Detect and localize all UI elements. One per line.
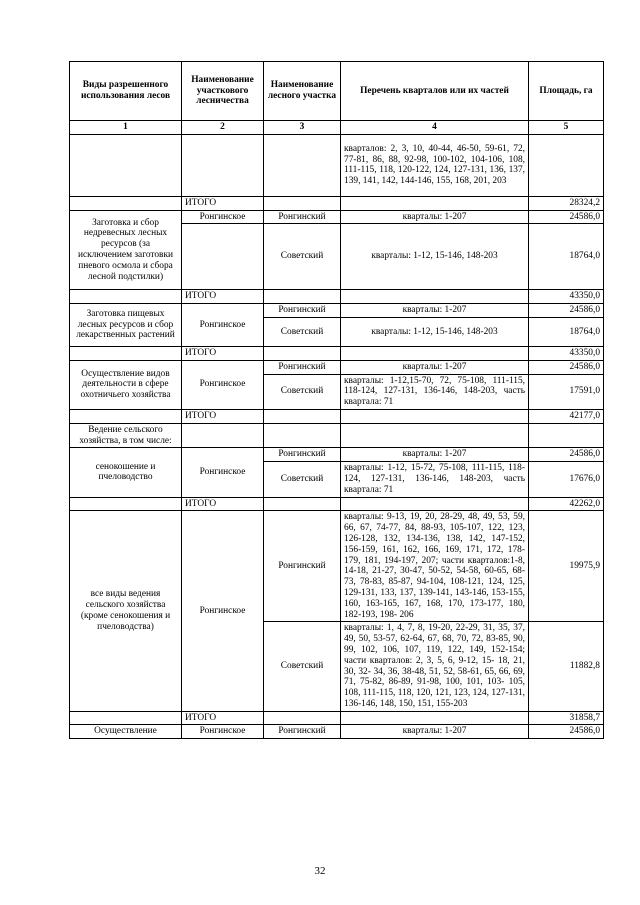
forest-plot-cell xyxy=(264,196,341,210)
forest-plot-cell: Ронгинский xyxy=(264,725,341,739)
quarters-cell xyxy=(341,497,529,511)
quarters-cell: кварталы: 1-207 xyxy=(341,304,529,318)
usage-type-cell xyxy=(70,346,182,360)
total-row xyxy=(70,346,604,360)
usage-type-cell xyxy=(70,711,182,725)
total-row xyxy=(70,290,604,304)
forest-plot-cell xyxy=(264,346,341,360)
table-row xyxy=(70,448,604,462)
total-area: 31858,7 xyxy=(529,711,604,725)
quarters-cell: кварталы: 1-12, 15-146, 148-203 xyxy=(341,317,529,346)
area-cell xyxy=(529,423,604,448)
table-row xyxy=(70,360,604,374)
quarters-cell xyxy=(341,423,529,448)
table-row xyxy=(70,210,604,224)
forest-plot-cell: Советский xyxy=(264,374,341,409)
usage-type-cell xyxy=(70,409,182,423)
quarters-cell: кварталы: 1-207 xyxy=(341,210,529,224)
quarters-cell: кварталы: 1-207 xyxy=(341,448,529,462)
area-cell: 18764,0 xyxy=(529,224,604,290)
forest-plot-cell xyxy=(264,290,341,304)
forest-plot-cell: Ронгинский xyxy=(264,210,341,224)
column-number: 4 xyxy=(341,121,529,135)
total-label: ИТОГО xyxy=(182,346,264,360)
forestry-cell: Ронгинское xyxy=(182,725,264,739)
forestry-cell xyxy=(182,134,264,196)
column-number: 3 xyxy=(264,121,341,135)
total-area: 28324,2 xyxy=(529,196,604,210)
quarters-cell: кварталы: 1-12,15-70, 72, 75-108, 111-115, 118-124, 127-131, 136-146, 148-203, часть квартала: 71 xyxy=(341,374,529,409)
forest-plot-cell: Советский xyxy=(264,462,341,497)
header-row xyxy=(70,62,604,121)
forest-plot-cell: Ронгинский xyxy=(264,511,341,622)
area-cell: 24586,0 xyxy=(529,210,604,224)
total-label: ИТОГО xyxy=(182,497,264,511)
total-row xyxy=(70,196,604,210)
total-label: ИТОГО xyxy=(182,409,264,423)
area-cell: 24586,0 xyxy=(529,360,604,374)
area-cell: 24586,0 xyxy=(529,448,604,462)
forest-plot-cell: Советский xyxy=(264,224,341,290)
area-cell: 17676,0 xyxy=(529,462,604,497)
total-label: ИТОГО xyxy=(182,711,264,725)
usage-type-cell: Ведение сельского хозяйства, в том числе: xyxy=(70,423,182,448)
area-cell: 11882,8 xyxy=(529,622,604,711)
total-area: 43350,0 xyxy=(529,290,604,304)
quarters-cell: кварталы: 1-207 xyxy=(341,725,529,739)
table-row xyxy=(70,511,604,622)
forestry-cell xyxy=(182,423,264,448)
quarters-cell xyxy=(341,290,529,304)
usage-type-cell: Заготовка пищевых лесных ресурсов и сбор лекарственных растений xyxy=(70,304,182,347)
usage-type-cell: сенокошение и пчеловодство xyxy=(70,448,182,497)
forest-plot-cell xyxy=(264,134,341,196)
quarters-cell xyxy=(341,346,529,360)
forest-plot-cell xyxy=(264,497,341,511)
forest-plot-cell xyxy=(264,409,341,423)
forestry-cell: Ронгинское xyxy=(182,360,264,409)
total-area: 43350,0 xyxy=(529,346,604,360)
quarters-cell: кварталы: 1-12, 15-146, 148-203 xyxy=(341,224,529,290)
usage-type-cell xyxy=(70,290,182,304)
quarters-cell xyxy=(341,711,529,725)
total-label: ИТОГО xyxy=(182,290,264,304)
area-cell: 24586,0 xyxy=(529,725,604,739)
column-number: 2 xyxy=(182,121,264,135)
area-cell: 18764,0 xyxy=(529,317,604,346)
forest-plot-cell: Ронгинский xyxy=(264,448,341,462)
usage-type-cell: Осуществление видов деятельности в сфере охотничьего хозяйства xyxy=(70,360,182,409)
header-forest-plot: Наименование лесного участка xyxy=(264,62,341,121)
forestry-cell: Ронгинское xyxy=(182,448,264,497)
table-row xyxy=(70,423,604,448)
total-area: 42177,0 xyxy=(529,409,604,423)
forestry-cell: Ронгинское xyxy=(182,511,264,711)
forest-plot-cell: Советский xyxy=(264,622,341,711)
header-forestry: Наименование участкового лесничества xyxy=(182,62,264,121)
total-row xyxy=(70,497,604,511)
quarters-cell: кварталов: 2, 3, 10, 40-44, 46-50, 59-61, 72, 77-81, 86, 88, 92-98, 100-102, 104-106, 108, 111-115, 118, 120-122, 124, 127-131, 136, 137, 139, 141, 142, 144-146, 155, 168, 201, 203 xyxy=(341,134,529,196)
quarters-cell xyxy=(341,196,529,210)
column-number-row xyxy=(70,121,604,135)
total-row xyxy=(70,409,604,423)
header-quarters: Перечень кварталов или их частей xyxy=(341,62,529,121)
forestry-cell xyxy=(182,224,264,290)
usage-type-cell xyxy=(70,196,182,210)
forest-plot-cell xyxy=(264,423,341,448)
usage-type-cell xyxy=(70,497,182,511)
quarters-cell: кварталы: 9-13, 19, 20, 28-29, 48, 49, 53, 59, 66, 67, 74-77, 84, 88-93, 105-107, 122, 123, 126-128, 132, 134-136, 138, 142, 147-152, 156-159, 161, 162, 166, 169, 171, 172, 178-179, 181, 194-197, 207; части кварталов:1-8, 14-18, 21-27, 30-47, 50-52, 54-58, 60-65, 68-73, 78-83, 85-87, 94-104, 108-121, 124, 125, 129-131, 133, 137, 139-141, 143-146, 153-155, 160, 163-165, 167, 168, 170, 173-177, 180, 182-193, 198- 206 xyxy=(341,511,529,622)
usage-type-cell: Осуществление xyxy=(70,725,182,739)
quarters-cell: кварталы: 1, 4, 7, 8, 19-20, 22-29, 31, 35, 37, 49, 50, 53-57, 62-64, 67, 68, 70, 72, 83-85, 90, 99, 102, 106, 107, 119, 122, 149, 152-154; части кварталов: 2, 3, 5, 6, 9-12, 15- 18, 21, 30, 32- 34, 36, 38-48, 51, 52, 58-61, 65, 66, 69, 71, 75-82, 86-89, 91-98, 100, 101, 103- 105, 108, 111-115, 118, 120, 121, 123, 124, 127-131, 136-146, 148, 150, 151, 155-203 xyxy=(341,622,529,711)
total-area: 42262,0 xyxy=(529,497,604,511)
header-usage-type: Виды разрешенного использования лесов xyxy=(70,62,182,121)
column-number: 1 xyxy=(70,121,182,135)
usage-type-cell: все виды ведения сельского хозяйства (кроме сенокошения и пчеловодства) xyxy=(70,511,182,711)
forest-plot-cell: Ронгинский xyxy=(264,304,341,318)
forest-plot-cell: Ронгинский xyxy=(264,360,341,374)
table-row xyxy=(70,134,604,196)
table-row xyxy=(70,725,604,739)
forest-plot-cell xyxy=(264,711,341,725)
forestry-cell: Ронгинское xyxy=(182,210,264,224)
total-label: ИТОГО xyxy=(182,196,264,210)
area-cell: 17591,0 xyxy=(529,374,604,409)
area-cell xyxy=(529,134,604,196)
usage-type-cell: Заготовка и сбор недревесных лесных ресурсов (за исключением заготовки пневого осмола и сбора лесной подстилки) xyxy=(70,210,182,290)
forest-plot-cell: Советский xyxy=(264,317,341,346)
quarters-cell xyxy=(341,409,529,423)
table-row xyxy=(70,304,604,318)
forest-use-table xyxy=(69,61,604,739)
total-row xyxy=(70,711,604,725)
page-number: 32 xyxy=(314,865,326,877)
area-cell: 24586,0 xyxy=(529,304,604,318)
usage-type-cell xyxy=(70,134,182,196)
column-number: 5 xyxy=(529,121,604,135)
quarters-cell: кварталы: 1-207 xyxy=(341,360,529,374)
area-cell: 19975,9 xyxy=(529,511,604,622)
quarters-cell: кварталы: 1-12, 15-72, 75-108, 111-115, 118-124, 127-131, 136-146, 148-203, часть квартала: 71 xyxy=(341,462,529,497)
forestry-cell: Ронгинское xyxy=(182,304,264,347)
header-area: Площадь, га xyxy=(529,62,604,121)
